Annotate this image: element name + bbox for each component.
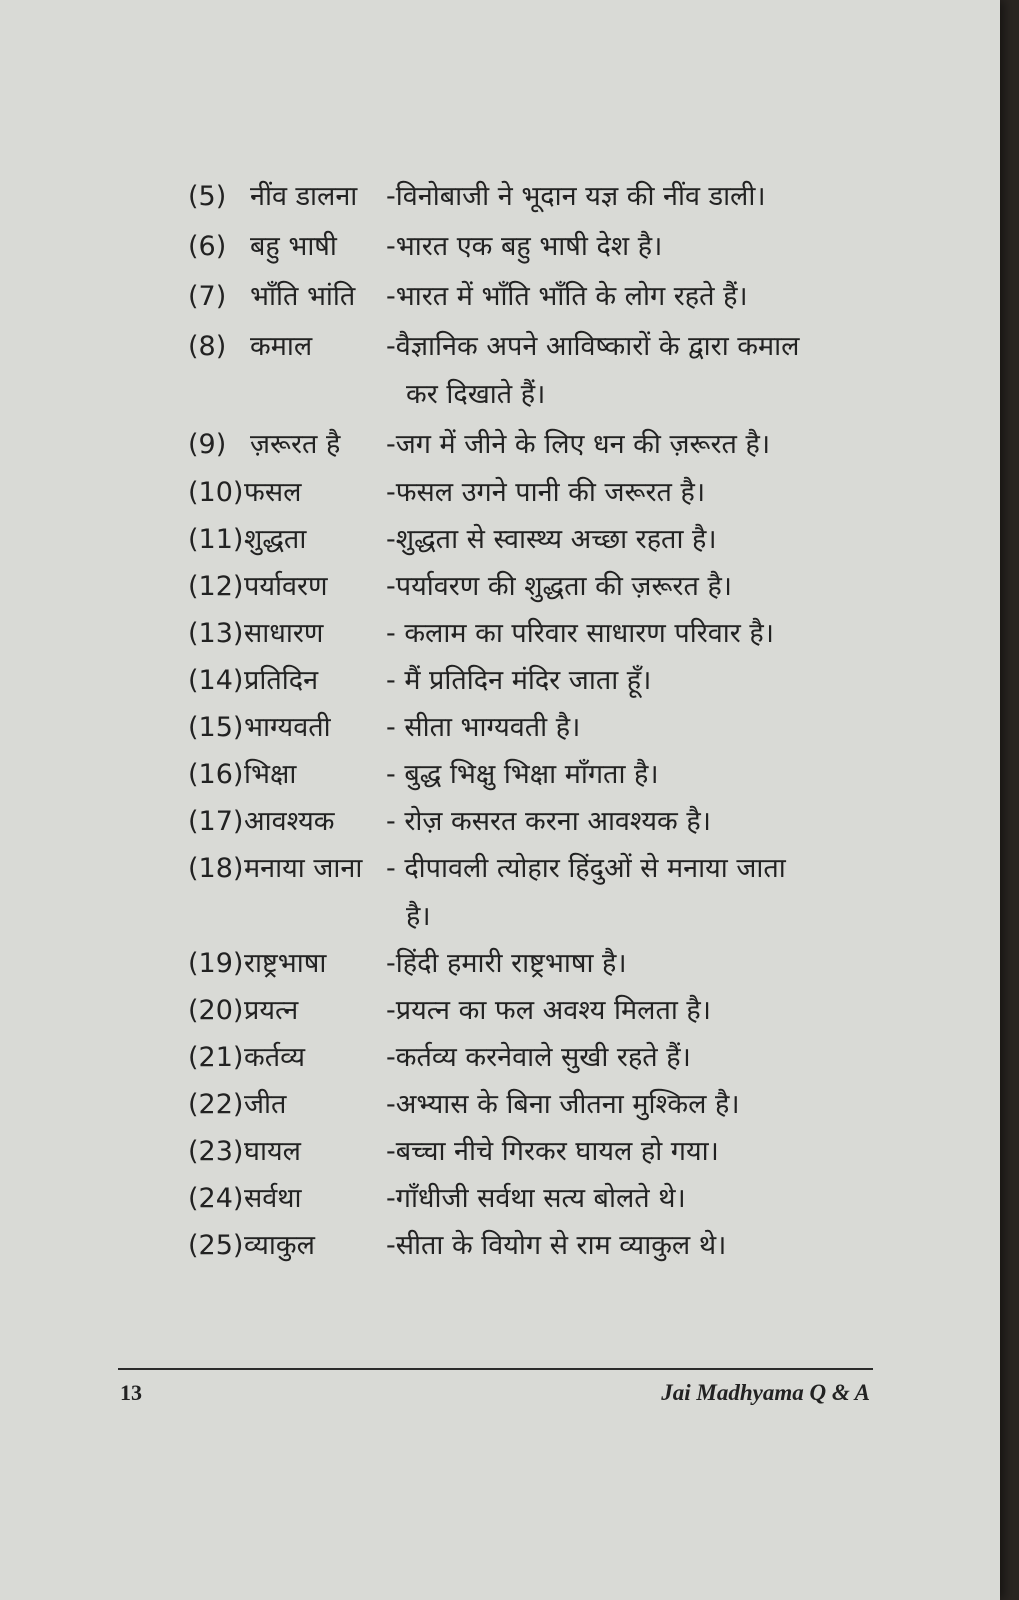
item-word: बहु भाषी <box>250 231 337 262</box>
item-number: (19) <box>188 948 244 979</box>
item-word: प्रतिदिन <box>244 665 319 696</box>
list-item <box>188 332 868 410</box>
item-sentence: - दीपावली त्योहार हिंदुओं से मनाया जाता है। <box>386 854 868 932</box>
list-item <box>188 572 868 602</box>
item-word: भाग्यवती <box>244 712 331 743</box>
item-sentence-continuation: है। <box>406 901 431 932</box>
item-word: पर्यावरण <box>244 571 328 602</box>
item-word: नींव डालना <box>250 181 358 212</box>
item-number: (17) <box>188 806 244 837</box>
item-word: भिक्षा <box>244 759 297 790</box>
item-sentence: -भारत एक बहु भाषी देश है। <box>386 231 663 262</box>
item-word: साधारण <box>244 618 324 649</box>
item-word: कमाल <box>250 331 313 362</box>
item-word: व्याकुल <box>244 1230 315 1261</box>
list-item <box>188 666 868 696</box>
item-number: (11) <box>188 524 244 555</box>
item-word: आवश्यक <box>244 806 335 837</box>
item-number: (9) <box>188 429 227 460</box>
list-item <box>188 430 868 460</box>
item-number: (16) <box>188 759 244 790</box>
item-number: (15) <box>188 712 244 743</box>
item-number: (18) <box>188 853 244 884</box>
list-item <box>188 619 868 649</box>
item-sentence-continuation: कर दिखाते हैं। <box>406 379 546 410</box>
item-number: (12) <box>188 571 244 602</box>
list-item <box>188 996 868 1026</box>
item-number: (5) <box>188 181 227 212</box>
list-item <box>188 1184 868 1214</box>
list-item <box>188 1137 868 1167</box>
item-sentence: - मैं प्रतिदिन मंदिर जाता हूँ। <box>386 665 652 696</box>
item-word: कर्तव्य <box>244 1042 306 1073</box>
item-sentence: - सीता भाग्यवती है। <box>386 712 581 743</box>
item-number: (13) <box>188 618 244 649</box>
item-sentence: -गाँधीजी सर्वथा सत्य बोलते थे। <box>386 1183 686 1214</box>
item-word: मनाया जाना <box>244 853 363 884</box>
item-word: शुद्धता <box>244 524 307 555</box>
list-item <box>188 232 868 262</box>
list-item <box>188 282 868 312</box>
item-sentence: - कलाम का परिवार साधारण परिवार है। <box>386 618 774 649</box>
item-sentence: -फसल उगने पानी की जरूरत है। <box>386 477 706 508</box>
item-sentence: -वैज्ञानिक अपने आविष्कारों के द्वारा कमाल कर दिखाते हैं। <box>386 332 868 410</box>
list-item <box>188 713 868 743</box>
book-title: Jai Madhyama Q & A <box>661 1380 870 1405</box>
item-sentence: -सीता के वियोग से राम व्याकुल थे। <box>386 1230 727 1261</box>
item-number: (24) <box>188 1183 244 1214</box>
item-number: (7) <box>188 281 227 312</box>
item-number: (25) <box>188 1230 244 1261</box>
list-item <box>188 1231 868 1261</box>
item-sentence: -विनोबाजी ने भूदान यज्ञ की नींव डाली। <box>386 181 766 212</box>
item-sentence: -अभ्यास के बिना जीतना मुश्किल है। <box>386 1089 740 1120</box>
item-number: (23) <box>188 1136 244 1167</box>
item-sentence: -बच्चा नीचे गिरकर घायल हो गया। <box>386 1136 719 1167</box>
list-item <box>188 1043 868 1073</box>
item-number: (22) <box>188 1089 244 1120</box>
item-number: (10) <box>188 477 244 508</box>
item-number: (8) <box>188 331 227 362</box>
item-word: घायल <box>244 1136 301 1167</box>
list-item <box>188 1090 868 1120</box>
item-sentence: -हिंदी हमारी राष्ट्रभाषा है। <box>386 948 627 979</box>
item-number: (6) <box>188 231 227 262</box>
list-item <box>188 949 868 979</box>
item-sentence: - रोज़ कसरत करना आवश्यक है। <box>386 806 711 837</box>
list-item <box>188 182 868 212</box>
item-sentence: -भारत में भाँति भाँति के लोग रहते हैं। <box>386 281 748 312</box>
item-word: राष्ट्रभाषा <box>244 948 327 979</box>
item-sentence: -प्रयत्न का फल अवश्य मिलता है। <box>386 995 711 1026</box>
item-word: प्रयत्न <box>244 995 299 1026</box>
item-word: फसल <box>244 477 302 508</box>
item-sentence: - बुद्ध भिक्षु भिक्षा माँगता है। <box>386 759 659 790</box>
item-sentence: -पर्यावरण की शुद्धता की ज़रूरत है। <box>386 571 733 602</box>
item-sentence: -शुद्धता से स्वास्थ्य अच्छा रहता है। <box>386 524 717 555</box>
item-word: सर्वथा <box>244 1183 302 1214</box>
list-item <box>188 807 868 837</box>
list-item <box>188 854 868 932</box>
item-number: (21) <box>188 1042 244 1073</box>
page-number: 13 <box>120 1380 142 1405</box>
item-word: जीत <box>244 1089 287 1120</box>
item-sentence: -कर्तव्य करनेवाले सुखी रहते हैं। <box>386 1042 691 1073</box>
list-item <box>188 478 868 508</box>
list-item <box>188 760 868 790</box>
item-number: (20) <box>188 995 244 1026</box>
item-sentence: -जग में जीने के लिए धन की ज़रूरत है। <box>386 429 771 460</box>
item-word: भाँति भांति <box>250 281 356 312</box>
footer-divider <box>118 1368 873 1370</box>
word-usage-list <box>188 182 868 1261</box>
item-word: ज़रूरत है <box>250 429 341 460</box>
item-number: (14) <box>188 665 244 696</box>
list-item <box>188 525 868 555</box>
